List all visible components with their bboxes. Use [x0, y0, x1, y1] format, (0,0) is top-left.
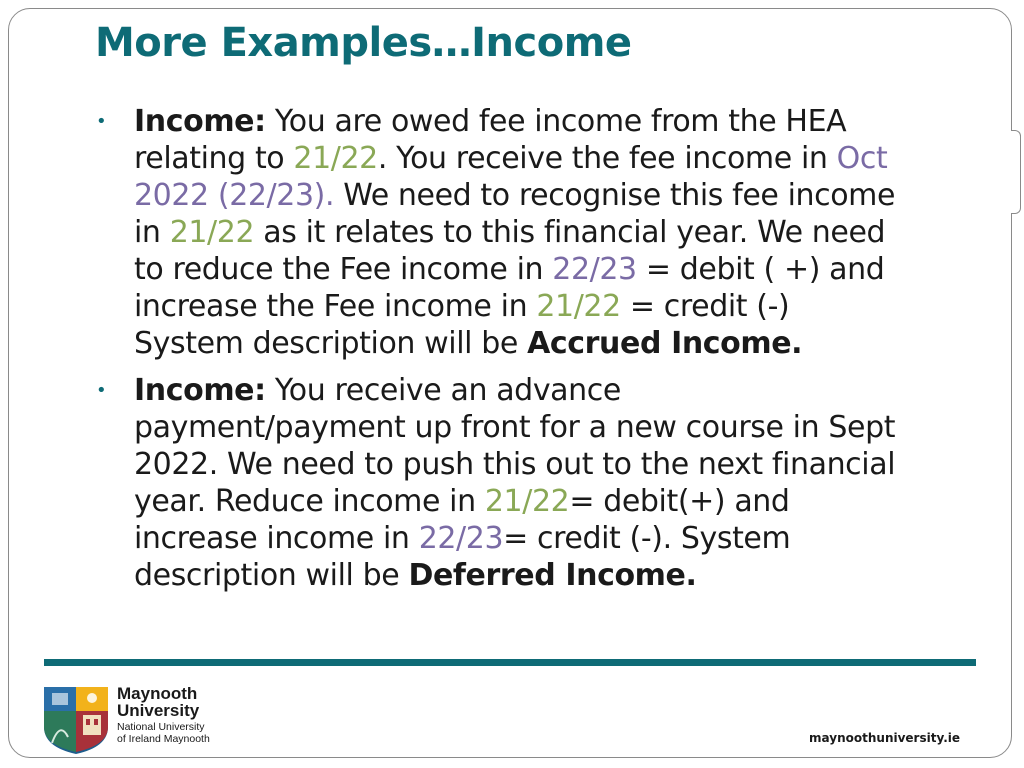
- footer-divider: [44, 659, 976, 666]
- bullet-text-run: Income:: [134, 373, 266, 408]
- bullet-text-run: = debit ( +) and increase the Fee income in: [134, 252, 885, 324]
- logo-sub-line1: National University: [117, 721, 205, 733]
- bullet-item: [96, 103, 896, 362]
- bullet-text-run: as it relates to this financial year. We need to reduce the Fee income in: [134, 215, 886, 287]
- bullet-text-run: You are owed fee income from the HEA relating to: [134, 104, 847, 176]
- bullet-text-run: We need to recognise this fee income in: [134, 178, 896, 250]
- bullet-text-run: 21/22: [293, 141, 378, 176]
- logo-name-line2: University: [117, 701, 200, 720]
- bullet-text-run: 21/22: [169, 215, 255, 250]
- bullet-text-run: = credit (-) System description will be: [134, 289, 790, 361]
- bullet-item: [96, 372, 896, 594]
- slide-side-tab: [1011, 130, 1021, 214]
- bullet-marker-icon: •: [96, 380, 107, 401]
- bullet-text-run: 22/23: [418, 521, 504, 556]
- bullet-text-run: Deferred Income.: [408, 558, 697, 593]
- logo-sub-line2: of Ireland Maynooth: [117, 733, 210, 745]
- bullet-text-run: Oct 2022 (22/23).: [134, 141, 888, 213]
- footer-website-url: maynoothuniversity.ie: [809, 731, 960, 745]
- maynooth-university-logo: [42, 685, 212, 755]
- logo-wordmark: [117, 685, 210, 745]
- bullet-list: [96, 103, 896, 604]
- bullet-text-run: Income:: [134, 104, 266, 139]
- logo-name-line1: Maynooth: [117, 684, 198, 703]
- bullet-text-run: You receive an advance payment/payment up front for a new course in Sept 2022. We need to push this out to the next financial year. Reduce income in: [134, 373, 896, 519]
- bullet-marker-icon: •: [96, 111, 107, 132]
- bullet-text-run: = credit (-). System description will be: [134, 521, 791, 593]
- bullet-text-run: . You receive the fee income in: [377, 141, 837, 176]
- slide-title: More Examples…Income: [95, 20, 632, 66]
- bullet-text-run: 22/23: [552, 252, 637, 287]
- bullet-text-run: Accrued Income.: [527, 326, 803, 361]
- bullet-text-run: = debit(+) and increase income in: [134, 484, 790, 556]
- bullet-text-run: 21/22: [536, 289, 621, 324]
- university-crest-icon: [42, 685, 110, 755]
- bullet-text-run: 21/22: [484, 484, 570, 519]
